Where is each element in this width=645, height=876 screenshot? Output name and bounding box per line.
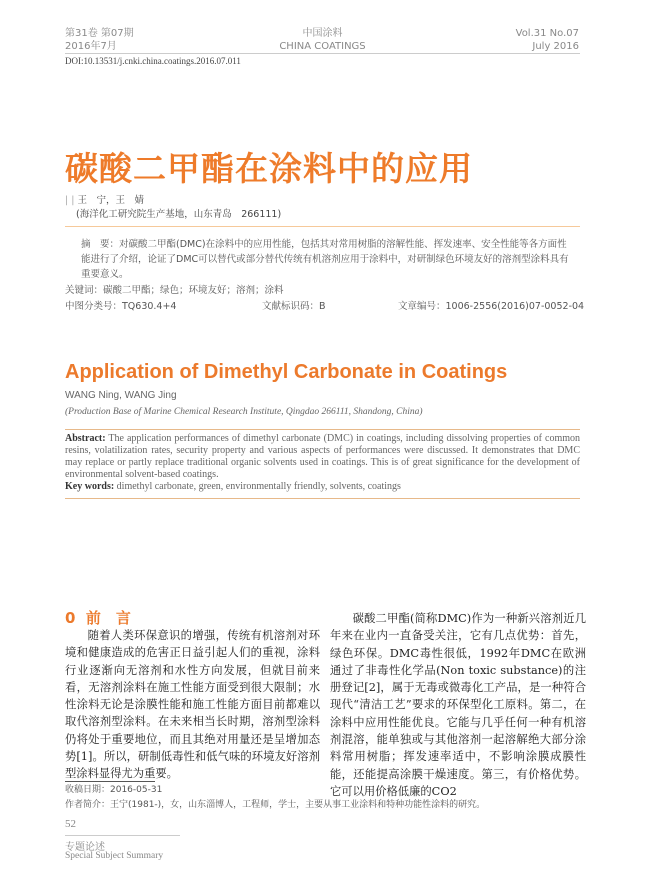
authors-en: WANG Ning, WANG Jing (65, 390, 177, 401)
authors-cn: | | 王 宁，王 婧 (65, 195, 144, 206)
journal-en: CHINA COATINGS (279, 41, 366, 52)
document-code: 文献标识码：B (262, 301, 326, 312)
date-cn: 2016年7月 (65, 41, 117, 52)
affiliation-en: (Production Base of Marine Chemical Research Institute, Qingdao 266111, Shandong, China) (65, 407, 423, 417)
title-rule (65, 226, 580, 227)
abstract-en-label: Abstract: (65, 433, 106, 444)
volume-cn: 第31卷 第07期 (65, 28, 134, 39)
abstract-top-rule (65, 429, 580, 430)
column-name-en: Special Subject Summary (65, 851, 164, 861)
doi: DOI:10.13531/j.cnki.china.coatings.2016.07.011 (65, 56, 241, 66)
body-left-column: 随着人类环保意识的增强，传统有机溶剂对环境和健康造成的危害正日益引起人们的重视，涂料行业逐渐向无溶剂和水性方向发展，但就目前来看，无溶剂涂料在施工性能方面受到很大限制；水性涂料无论是涂膜性能和施工性能方面目前都难以取代溶剂型涂料。在未来相当长时期，溶剂型涂料仍将处于重要地位，而且其绝对用量还是呈增加态势[1]。所以，研制低毒性和低气味的环境友好溶剂型涂料显得尤为重要。 (65, 629, 320, 781)
abstract-cn-body (81, 237, 576, 282)
journal-cn: 中国涂料 (302, 28, 343, 39)
clc-number: 中图分类号：TQ630.4+4 (65, 301, 177, 312)
header-volume-en (516, 27, 579, 53)
volume-en: Vol.31 No.07 (515, 28, 579, 39)
authors-cn-text: 王 宁，王 婧 (77, 195, 144, 206)
section-heading (65, 607, 131, 628)
keywords-cn: 关键词：碳酸二甲酯；绿色；环境友好；溶剂；涂料 (65, 285, 284, 296)
page-number: 52 (65, 818, 76, 830)
title-cn: 碳酸二甲酯在涂料中的应用 (65, 149, 473, 188)
body-right-column: 碳酸二甲酯(简称DMC)作为一种新兴溶剂近几年来在业内一直备受关注，它有几点优势：首先，绿色环保。DMC毒性很低，1992年DMC在欧洲通过了非毒性化学品(Non toxic substance)的注册登记[2]，属于无毒或微毒化工产品，是一种符合现代“清洁工艺”要求的环保型化工原料。第二，在涂料中应用性能优良。它能与几乎任何一种有机溶剂混溶，能单独或与其他溶剂一起溶解绝大部分涂料常用树脂；挥发速率适中，不影响涂膜成膜性能，还能提高涂膜干燥速度。第三，有价格优势。它可以用价格低廉的CO2 (330, 612, 586, 798)
article-number: 文章编号：1006-2556(2016)07-0052-04 (398, 301, 585, 312)
abstract-en-text: The application performances of dimethyl carbonate (DMC) in coatings, including dissolving properties of common resins, volatilization rates, security property and various aspects of performances were discussed. It demonstrates that DMC may replace or partly replace traditional organic solvents used in coatings. This is of great significance for the development of environmental solvent-based coatings. (65, 433, 580, 480)
author-bio: 作者简介：王宁(1981-)，女，山东淄博人，工程师，学士，主要从事工业涂料和特种功能性涂料的研究。 (65, 800, 486, 810)
received-date: 收稿日期：2016-05-31 (65, 785, 163, 795)
section-title: 前 言 (85, 609, 131, 627)
footnote-rule (65, 781, 155, 782)
keywords-en-label: Key words: (65, 481, 115, 492)
abstract-bottom-rule (65, 498, 580, 499)
footer-rule (65, 835, 180, 836)
header-rule (65, 53, 580, 54)
column-name-cn: 专题论述 (65, 842, 105, 853)
title-en: Application of Dimethyl Carbonate in Coatings (65, 361, 508, 383)
abstract-cn (81, 237, 576, 282)
keywords-en-text: dimethyl carbonate, green, environmentally friendly, solvents, coatings (114, 481, 401, 492)
section-number: 0 (65, 609, 76, 627)
affiliation-cn: (海洋化工研究院生产基地，山东青岛 266111) (76, 209, 282, 220)
abstract-en (65, 433, 580, 493)
abstract-cn-text: 对碳酸二甲酯(DMC)在涂料中的应用性能，包括其对常用树脂的溶解性能、挥发速率、安全性能等各方面性能进行了介绍，论证了DMC可以替代或部分替代传统有机溶剂应用于涂料中，对研制绿色环境友好的溶剂型涂料具有重要意义。 (81, 239, 569, 280)
date-en: July 2016 (532, 41, 579, 52)
abstract-cn-label: 摘 要： (81, 239, 120, 250)
